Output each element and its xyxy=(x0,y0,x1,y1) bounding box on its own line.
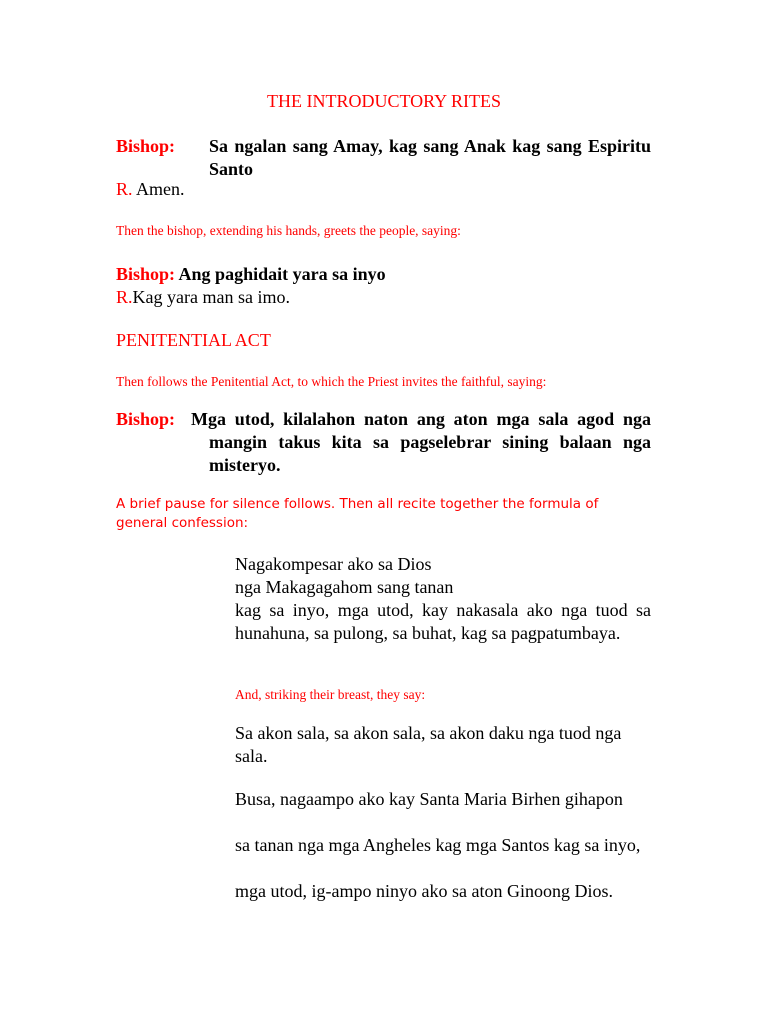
rubric-silence: A brief pause for silence follows. Then all recite together the formula of general confession: xyxy=(116,496,599,531)
response-text: Amen. xyxy=(136,179,185,199)
busa-line-2: sa tanan nga mga Angheles kag mga Santos kag sa inyo, xyxy=(235,835,641,855)
speaker-label-bishop: Bishop: xyxy=(116,409,176,429)
response-marker: R. xyxy=(116,179,133,199)
rubric-greets: Then the bishop, extending his hands, greets the people, saying: xyxy=(116,223,461,238)
response-marker: R. xyxy=(116,287,133,307)
mea-culpa-text: Sa akon sala, sa akon sala, sa akon daku nga tuod nga sala. xyxy=(235,723,622,766)
confiteor-line-2: nga Makagagahom sang tanan xyxy=(235,577,454,597)
response-amen xyxy=(116,178,185,201)
peace-text: Ang paghidait yara sa inyo xyxy=(178,264,386,284)
response-text: Kag yara man sa imo. xyxy=(132,287,290,307)
rubric-penitential: Then follows the Penitential Act, to which the Priest invites the faithful, saying: xyxy=(116,374,547,389)
busa-line-3: mga utod, ig-ampo ninyo ako sa aton Ginoong Dios. xyxy=(235,881,613,901)
section-heading-penitential: PENITENTIAL ACT xyxy=(116,330,271,350)
peace-line xyxy=(116,263,386,286)
confiteor-line-3: kag sa inyo, mga utod, kay nakasala ako nga tuod sa hunahuna, sa pulong, sa buhat, kag sa pagpatumbaya. xyxy=(235,600,651,643)
page-title: THE INTRODUCTORY RITES xyxy=(267,91,501,111)
penitential-invitation: Mga utod, kilalahon naton ang aton mga sala agod nga mangin takus kita sa pagselebrar sining balaan nga misteryo. xyxy=(191,409,651,475)
busa-line-1: Busa, nagaampo ako kay Santa Maria Birhen gihapon xyxy=(235,789,623,809)
rubric-breast: And, striking their breast, they say: xyxy=(235,687,426,702)
confiteor-line-1: Nagakompesar ako sa Dios xyxy=(235,554,432,574)
response-peace xyxy=(116,286,290,309)
speaker-label-bishop: Bishop: xyxy=(116,136,176,156)
greeting-text: Sa ngalan sang Amay, kag sang Anak kag sang Espiritu Santo xyxy=(209,136,651,179)
speaker-label-bishop: Bishop: xyxy=(116,264,176,284)
